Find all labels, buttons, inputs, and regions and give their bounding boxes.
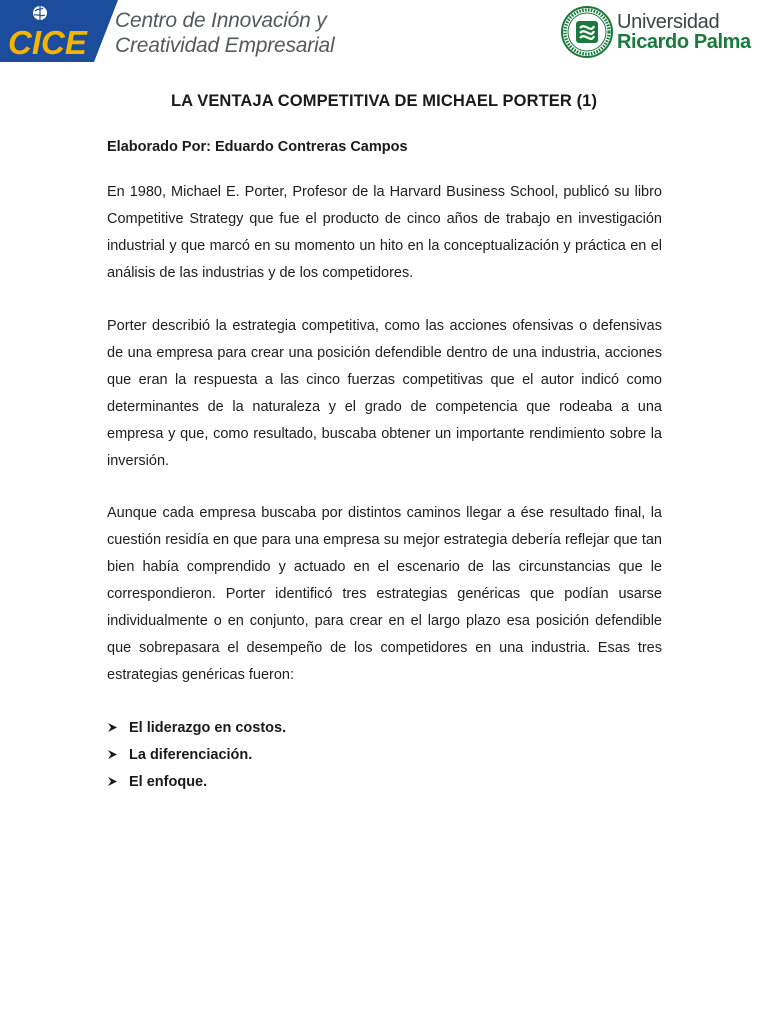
cice-logo — [0, 0, 118, 62]
arrowhead-bullet-icon — [107, 776, 129, 787]
strategies-list — [107, 714, 286, 795]
page-header — [0, 0, 768, 66]
list-item-text: La diferenciación. — [129, 746, 253, 763]
list-item-text: El enfoque. — [129, 773, 208, 790]
paragraph-1: En 1980, Michael E. Porter, Profesor de la Harvard Business School, publicó su libro Competitive Strategy que fue el producto de cinco años de trabajo en investigación industrial y que marcó en su momento un hito en la conceptualización y práctica en el análisis de las industrias y de los competidores. — [107, 184, 662, 281]
arrowhead-bullet-icon — [107, 749, 129, 760]
urp-line2: Ricardo Palma — [617, 31, 751, 53]
paragraph-3: Aunque cada empresa buscaba por distintos caminos llegar a ése resultado final, la cuestión residía en que para una empresa su mejor estrategia debería reflejar que tan bien había comprendido y actuado en el escenario de las circunstancias que le correspondieron. Porter identificó tres estrategias genéricas que podían usarse individualmente o en conjunto, para crear en el largo plazo esa posición defendible que sobrepasara el desempeño de los competidores en una industria. Esas tres estrategias genéricas fueron: — [107, 505, 662, 683]
cice-subtitle-line1: Centro de Innovación y — [115, 9, 327, 32]
list-item — [107, 741, 286, 768]
urp-wordmark — [617, 12, 751, 52]
list-item — [107, 768, 286, 795]
cice-subtitle-line2: Creatividad Empresarial — [115, 34, 335, 57]
urp-seal-icon — [561, 6, 613, 58]
paragraph-2: Porter describió la estrategia competitiva, como las acciones ofensivas o defensivas de una empresa para crear una posición defendible dentro de una industria, acciones que eran la respuesta a las cinco fuerzas competitivas que el autor indicó como determinantes de la naturaleza y el grado de competencia que rodeaba a una empresa y que, como resultado, buscaba obtener un importante rendimiento sobre la inversión. — [107, 318, 662, 469]
list-item — [107, 714, 286, 741]
arrowhead-bullet-icon — [107, 722, 129, 733]
list-item-text: El liderazgo en costos. — [129, 719, 287, 736]
urp-line1: Universidad — [617, 11, 720, 33]
author-line: Elaborado Por: Eduardo Contreras Campos — [107, 139, 408, 155]
document-title: LA VENTAJA COMPETITIVA DE MICHAEL PORTER (1) — [170, 92, 598, 110]
cice-wordmark: CICE — [8, 24, 87, 61]
cice-subtitle — [115, 8, 335, 58]
